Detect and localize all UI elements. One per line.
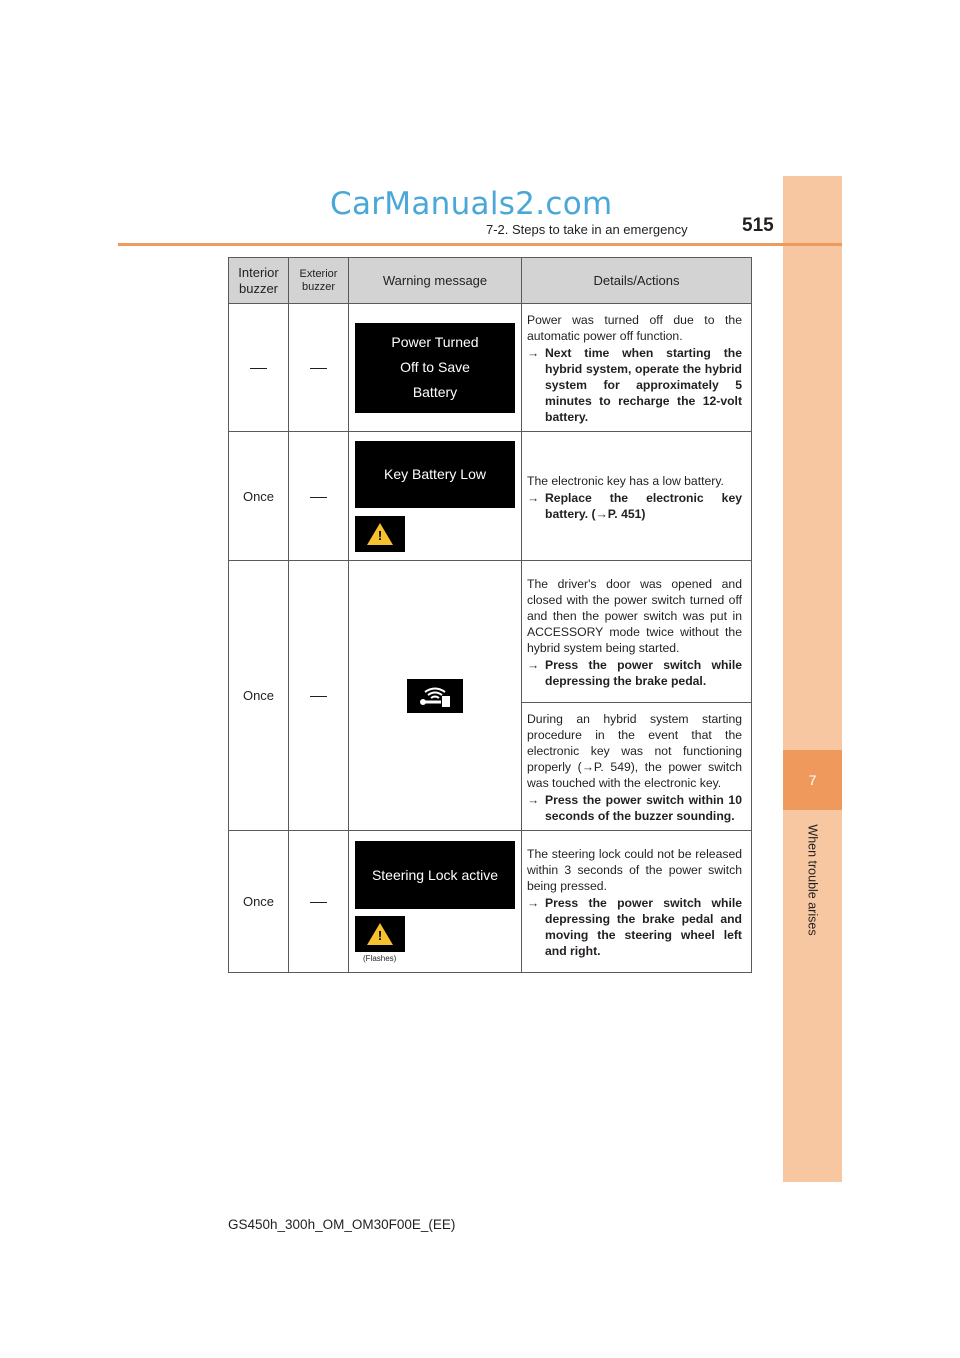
chapter-title-text: When trouble arises [805,824,820,936]
action-text: → Press the power switch while depressing the brake pedal and moving the steering wheel left and right. [527,896,742,958]
details-cell [522,831,752,973]
details-text: The electronic key has a low battery. [527,473,724,488]
table-row [229,561,752,703]
arrow-icon: → [527,658,540,672]
key-indicator-box [407,679,463,713]
exterior-buzzer-cell [289,561,349,831]
warning-light-box [355,516,405,552]
screen-line: Key Battery Low [384,465,486,482]
section-title: 7-2. Steps to take in an emergency [486,222,688,237]
details-text: The driver's door was opened and closed with the power switch turned off and then the power switch was put in ACCESSORY mode twice without the hybrid system being started. [527,577,742,655]
details-text: The steering lock could not be released within 3 seconds of the power switch being pressed. [527,847,742,893]
header-exterior-buzzer: Exterior buzzer [289,258,349,304]
screen-line: Off to Save [400,358,470,375]
display-screen-power-off [355,323,515,413]
interior-buzzer-cell: Once [229,831,289,973]
chapter-number: 7 [783,750,842,810]
none-dash [310,696,327,697]
table-row [229,432,752,561]
chapter-title [785,820,840,940]
screen-line: Steering Lock active [371,866,499,883]
details-text: During an hybrid system starting procedure in the event that the electronic key was not functioning properly (→P. 549), the power switch was touched with the electronic key. [527,712,742,790]
none-dash [310,902,327,903]
warning-triangle-icon: ! [367,923,393,945]
manual-code-footer: GS450h_300h_OM_OM30F00E_(EE) [228,1217,456,1232]
warning-light-box [355,916,405,952]
none-dash [310,368,327,369]
none-dash [250,368,267,369]
key-power-switch-icon [415,683,455,709]
header-warning-message: Warning message [349,258,522,304]
warning-message-cell [349,831,522,973]
header-interior-buzzer: Interior buzzer [229,258,289,304]
arrow-icon: → [527,346,540,360]
arrow-icon: → [527,490,540,505]
warning-message-cell [349,432,522,561]
table-header-row [229,258,752,304]
table-row [229,831,752,973]
details-cell [522,561,752,703]
screen-line: Battery [412,383,458,400]
details-text: Power was turned off due to the automatic power off function. [527,313,742,343]
exterior-buzzer-cell [289,432,349,561]
page-number: 515 [742,215,774,236]
details-cell [522,304,752,432]
action-text: → Press the power switch while depressing the brake pedal. [527,658,742,688]
screen-line: Power Turned [391,333,479,350]
watermark-logo[interactable]: CarManuals2.com [330,186,613,222]
table-row [229,304,752,432]
header-divider [118,243,842,246]
header-details-actions: Details/Actions [522,258,752,304]
arrow-icon: → [527,793,540,807]
details-cell [522,703,752,831]
arrow-icon: → [527,896,540,910]
action-text: → Replace the electronic key battery. (→P. 451) [527,490,742,521]
exterior-buzzer-cell [289,304,349,432]
action-text: → Next time when starting the hybrid system, operate the hybrid system for approximately 5 minutes to recharge the 12-volt battery. [527,346,742,424]
display-screen-key-battery [355,441,515,508]
interior-buzzer-cell [229,304,289,432]
chapter-side-tab [783,176,842,1182]
warning-triangle-icon: ! [367,523,393,545]
display-screen-steering-lock [355,841,515,909]
interior-buzzer-cell: Once [229,561,289,831]
exterior-buzzer-cell [289,831,349,973]
warning-message-table [228,257,752,973]
interior-buzzer-cell: Once [229,432,289,561]
flashes-note: (Flashes) [363,953,397,963]
details-cell [522,432,752,561]
action-text: → Press the power switch within 10 seconds of the buzzer sounding. [527,793,742,823]
warning-message-cell [349,561,522,831]
none-dash [310,497,327,498]
warning-message-cell [349,304,522,432]
